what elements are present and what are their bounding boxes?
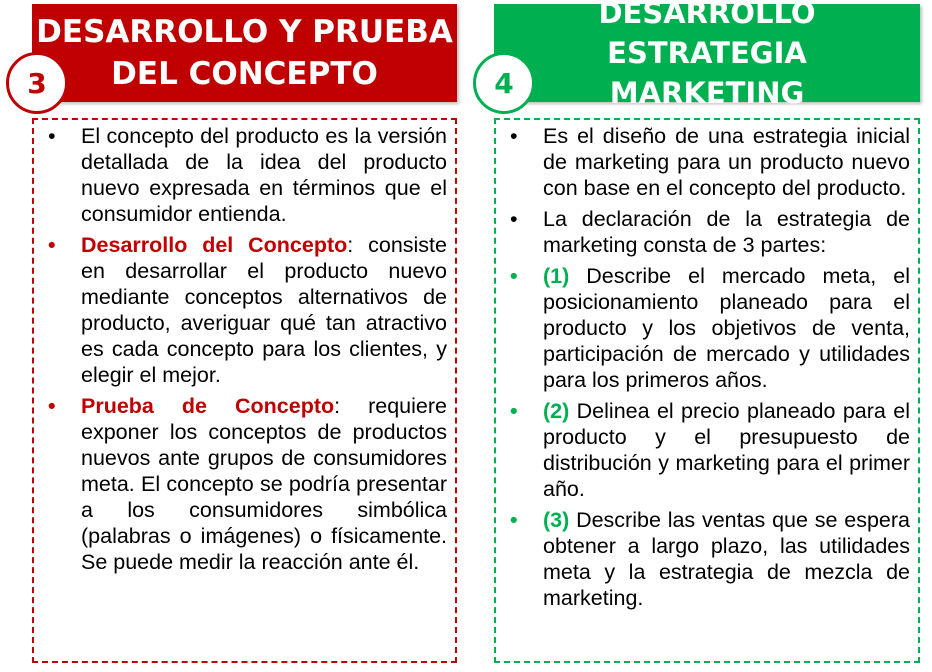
step-number-badge: 3	[6, 52, 68, 114]
marketing-title-line2: MARKETING	[609, 76, 805, 110]
list-item	[42, 123, 447, 227]
item-lead: Prueba de Concepto	[81, 394, 335, 418]
marketing-panel	[470, 0, 910, 672]
bullet-icon: •	[48, 394, 56, 418]
bullet-icon: •	[510, 124, 518, 148]
item-text: : requiere exponer los conceptos de productos nuevos ante grupos de consumidores meta. El concepto se podría presentar a los consumidores simbólica (palabras o imágenes) o físicamente. Se puede medir la reacción ante él.	[81, 394, 447, 574]
item-text: : consiste en desarrollar el producto nuevo mediante conceptos alternativos de producto, averiguar qué tan atractivo es cada concepto para los clientes, y elegir el mejor.	[81, 233, 447, 387]
marketing-content-box	[494, 118, 920, 663]
concept-title-line1: DESARROLLO Y PRUEBA	[36, 14, 453, 50]
bullet-icon: •	[510, 399, 518, 423]
list-item	[504, 263, 910, 393]
item-text: Delinea el precio planeado para el producto y el presupuesto de distribución y marketing para el primer año.	[543, 399, 910, 501]
item-text: Es el diseño de una estrategia inicial de marketing para un producto nuevo con base en el concepto del producto.	[543, 124, 910, 200]
marketing-header	[494, 0, 920, 110]
item-text: Describe las ventas que se espera obtener a largo plazo, las utilidades meta y la estrategia de mezcla de marketing.	[543, 508, 910, 610]
bullet-icon: •	[48, 233, 56, 257]
list-item	[42, 232, 447, 388]
list-item	[504, 507, 910, 611]
item-lead: (3)	[543, 508, 570, 532]
list-item	[504, 123, 910, 201]
list-item	[42, 393, 447, 575]
bullet-icon: •	[48, 124, 56, 148]
concept-panel	[0, 0, 453, 672]
item-text: La declaración de la estrategia de marketing consta de 3 partes:	[543, 207, 910, 257]
item-lead: Desarrollo del Concepto	[81, 233, 348, 257]
list-item	[504, 206, 910, 258]
concept-header	[32, 4, 457, 102]
item-lead: (2)	[543, 399, 570, 423]
bullet-icon: •	[510, 264, 518, 288]
concept-bullet-list	[42, 123, 447, 575]
bullet-icon: •	[510, 508, 518, 532]
item-text: Describe el mercado meta, el posicionamiento planeado para el producto y los objetivos de venta, participación de mercado y utilidades para los primeros años.	[543, 264, 910, 392]
marketing-title-line1: DESARROLLO ESTRATEGIA	[598, 0, 816, 70]
concept-content-box	[32, 118, 457, 663]
marketing-bullet-list	[504, 123, 910, 611]
list-item	[504, 398, 910, 502]
concept-title-line2: DEL CONCEPTO	[111, 56, 378, 92]
bullet-icon: •	[510, 207, 518, 231]
item-lead: (1)	[543, 264, 570, 288]
item-text: El concepto del producto es la versión detallada de la idea del producto nuevo expresada en términos que el consumidor entienda.	[81, 124, 447, 226]
step-number-badge: 4	[473, 52, 535, 114]
